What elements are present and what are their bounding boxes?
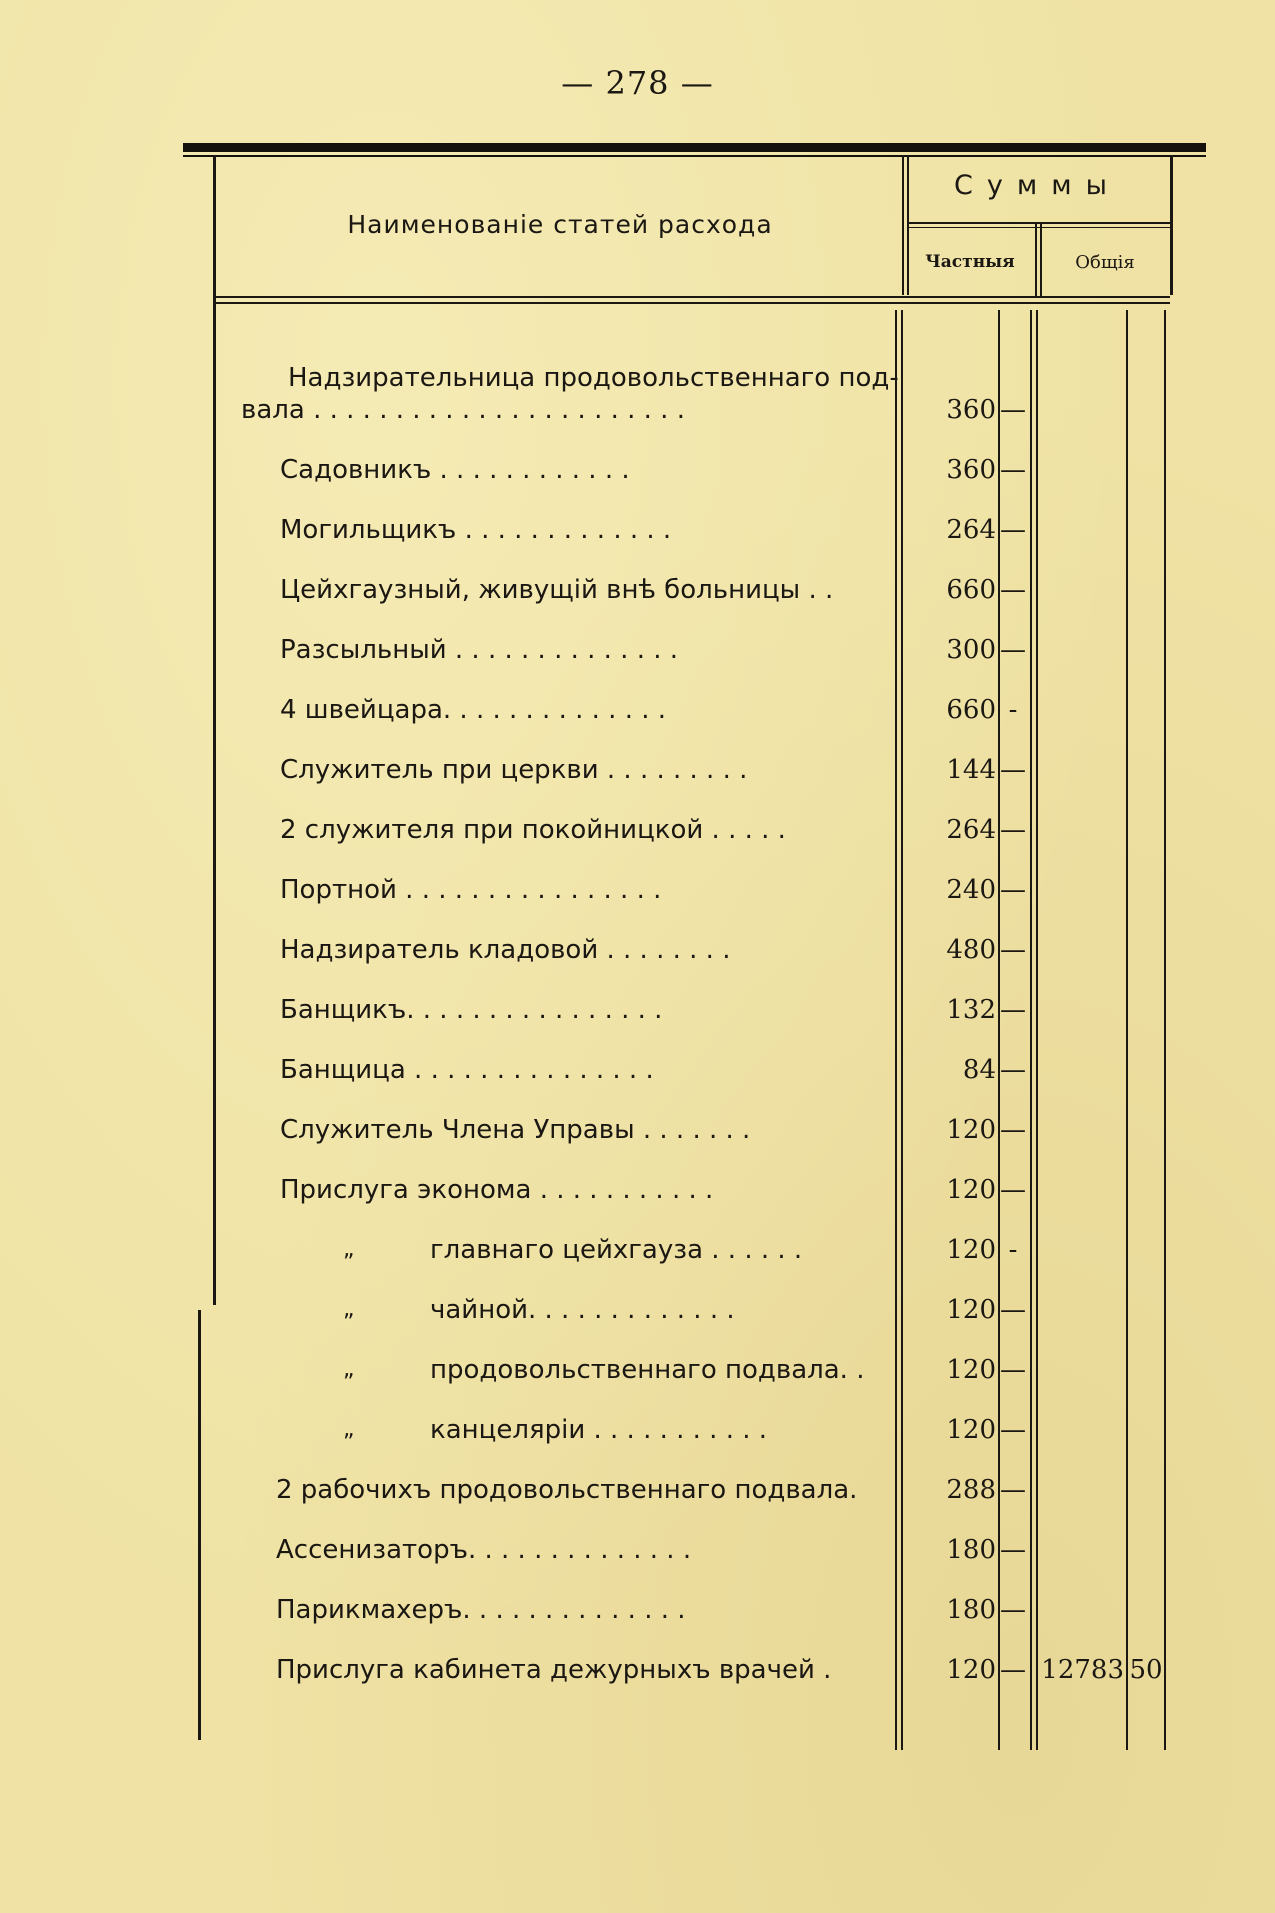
table-row (0, 1290, 1275, 1330)
row-kopecks: — (1000, 1655, 1026, 1685)
row-kopecks: - (1008, 695, 1018, 725)
table-row (0, 1470, 1275, 1510)
row-kopecks: — (1000, 755, 1026, 785)
row-amount: 360 (946, 395, 996, 425)
row-kopecks: — (1000, 815, 1026, 845)
table-row (0, 450, 1275, 490)
row-kopecks: — (1000, 1535, 1026, 1565)
table-row (0, 750, 1275, 790)
row-kopecks: — (1000, 1475, 1026, 1505)
column-header-name: Наименованіе статей расхода (347, 210, 773, 239)
row-name: чайной. . . . . . . . . . . . . (430, 1295, 735, 1325)
row-kopecks: — (1000, 1055, 1026, 1085)
row-kopecks: — (1000, 1295, 1026, 1325)
row-name: Прислуга кабинета дежурныхъ врачей . (276, 1655, 832, 1685)
row-kopecks: — (1000, 575, 1026, 605)
table-row (0, 810, 1275, 850)
table-row (0, 390, 1275, 430)
row-kopecks: — (1000, 1415, 1026, 1445)
row-amount: 660 (946, 695, 996, 725)
row-amount: 300 (946, 635, 996, 665)
header-bottom-rule (215, 296, 1170, 298)
private-total-divider (1035, 224, 1037, 296)
table-row (0, 630, 1275, 670)
row-kopecks: — (1000, 1355, 1026, 1385)
row-kopecks: — (1000, 935, 1026, 965)
header-bottom-rule-2 (215, 302, 1170, 304)
table-row (0, 1590, 1275, 1630)
table-row (0, 1230, 1275, 1270)
row-kopecks: — (1000, 395, 1026, 425)
column-header-sums: Суммы (954, 170, 1121, 201)
row-name: Надзирательница продовольственнаго под- (288, 363, 899, 393)
row-kopecks: — (1000, 1115, 1026, 1145)
column-header-total: Общія (1075, 252, 1135, 273)
row-kopecks: — (1000, 635, 1026, 665)
row-name: Садовникъ . . . . . . . . . . . . (280, 455, 630, 485)
row-total: 12783 (1041, 1655, 1124, 1685)
table-row (0, 990, 1275, 1030)
row-name: Прислуга эконома . . . . . . . . . . . (280, 1175, 714, 1205)
table-row (0, 930, 1275, 970)
row-amount: 288 (946, 1475, 996, 1505)
ditto-mark: „ (343, 1417, 355, 1442)
top-rule-thin (183, 155, 1206, 157)
row-amount: 264 (946, 815, 996, 845)
row-amount: 180 (946, 1595, 996, 1625)
row-total-kopecks: 50 (1129, 1655, 1163, 1685)
row-amount: 120 (946, 1655, 996, 1685)
row-amount: 240 (946, 875, 996, 905)
row-amount: 360 (946, 455, 996, 485)
ditto-mark: „ (343, 1297, 355, 1322)
row-amount: 132 (946, 995, 996, 1025)
ditto-mark: „ (343, 1357, 355, 1382)
table-row (0, 1530, 1275, 1570)
row-kopecks: — (1000, 515, 1026, 545)
row-amount: 480 (946, 935, 996, 965)
table-row (0, 1650, 1275, 1690)
table-row (0, 1170, 1275, 1210)
row-amount: 180 (946, 1535, 996, 1565)
row-amount: 120 (946, 1355, 996, 1385)
row-name: 2 служителя при покойницкой . . . . . (280, 815, 786, 845)
row-name: Служитель при церкви . . . . . . . . . (280, 755, 748, 785)
row-name: Служитель Члена Управы . . . . . . . (280, 1115, 751, 1145)
row-name: продовольственнаго подвала. . (430, 1355, 865, 1385)
row-amount: 120 (946, 1175, 996, 1205)
row-kopecks: — (1000, 995, 1026, 1025)
table-row (0, 1110, 1275, 1150)
table-row (0, 1410, 1275, 1450)
row-kopecks: - (1008, 1235, 1018, 1265)
row-name: Банщикъ. . . . . . . . . . . . . . . . (280, 995, 663, 1025)
row-name: главнаго цейхгауза . . . . . . (430, 1235, 803, 1265)
table-row (0, 870, 1275, 910)
table-row (0, 1050, 1275, 1090)
ditto-mark: „ (343, 1237, 355, 1262)
top-rule-thick (183, 143, 1206, 152)
row-name: Портной . . . . . . . . . . . . . . . . (280, 875, 662, 905)
row-kopecks: — (1000, 1175, 1026, 1205)
table-row (0, 1350, 1275, 1390)
row-amount: 120 (946, 1295, 996, 1325)
row-name: Разсыльный . . . . . . . . . . . . . . (280, 635, 679, 665)
row-kopecks: — (1000, 1595, 1026, 1625)
row-amount: 264 (946, 515, 996, 545)
row-name: канцеляріи . . . . . . . . . . . (430, 1415, 768, 1445)
column-header-private: Частныя (925, 252, 1015, 272)
row-name: 2 рабочихъ продовольственнаго подвала. (276, 1475, 858, 1505)
row-name: вала . . . . . . . . . . . . . . . . . . . . . . . (241, 395, 685, 425)
row-amount: 144 (946, 755, 996, 785)
row-amount: 84 (962, 1055, 996, 1085)
row-name: 4 швейцара. . . . . . . . . . . . . . (280, 695, 667, 725)
row-kopecks: — (1000, 455, 1026, 485)
row-name: Цейхгаузный, живущій внѣ больницы . . (280, 575, 834, 605)
row-name: Парикмахеръ. . . . . . . . . . . . . . (276, 1595, 686, 1625)
row-name: Надзиратель кладовой . . . . . . . . (280, 935, 731, 965)
row-kopecks: — (1000, 875, 1026, 905)
page-number: — 278 — (561, 64, 714, 102)
row-amount: 660 (946, 575, 996, 605)
table-row (0, 510, 1275, 550)
row-name: Ассенизаторъ. . . . . . . . . . . . . . (276, 1535, 692, 1565)
row-amount: 120 (946, 1235, 996, 1265)
table-row (0, 570, 1275, 610)
row-amount: 120 (946, 1415, 996, 1445)
sums-right-border (1170, 155, 1173, 295)
row-name: Банщица . . . . . . . . . . . . . . . (280, 1055, 654, 1085)
row-amount: 120 (946, 1115, 996, 1145)
row-name: Могильщикъ . . . . . . . . . . . . . (280, 515, 672, 545)
table-row (0, 690, 1275, 730)
